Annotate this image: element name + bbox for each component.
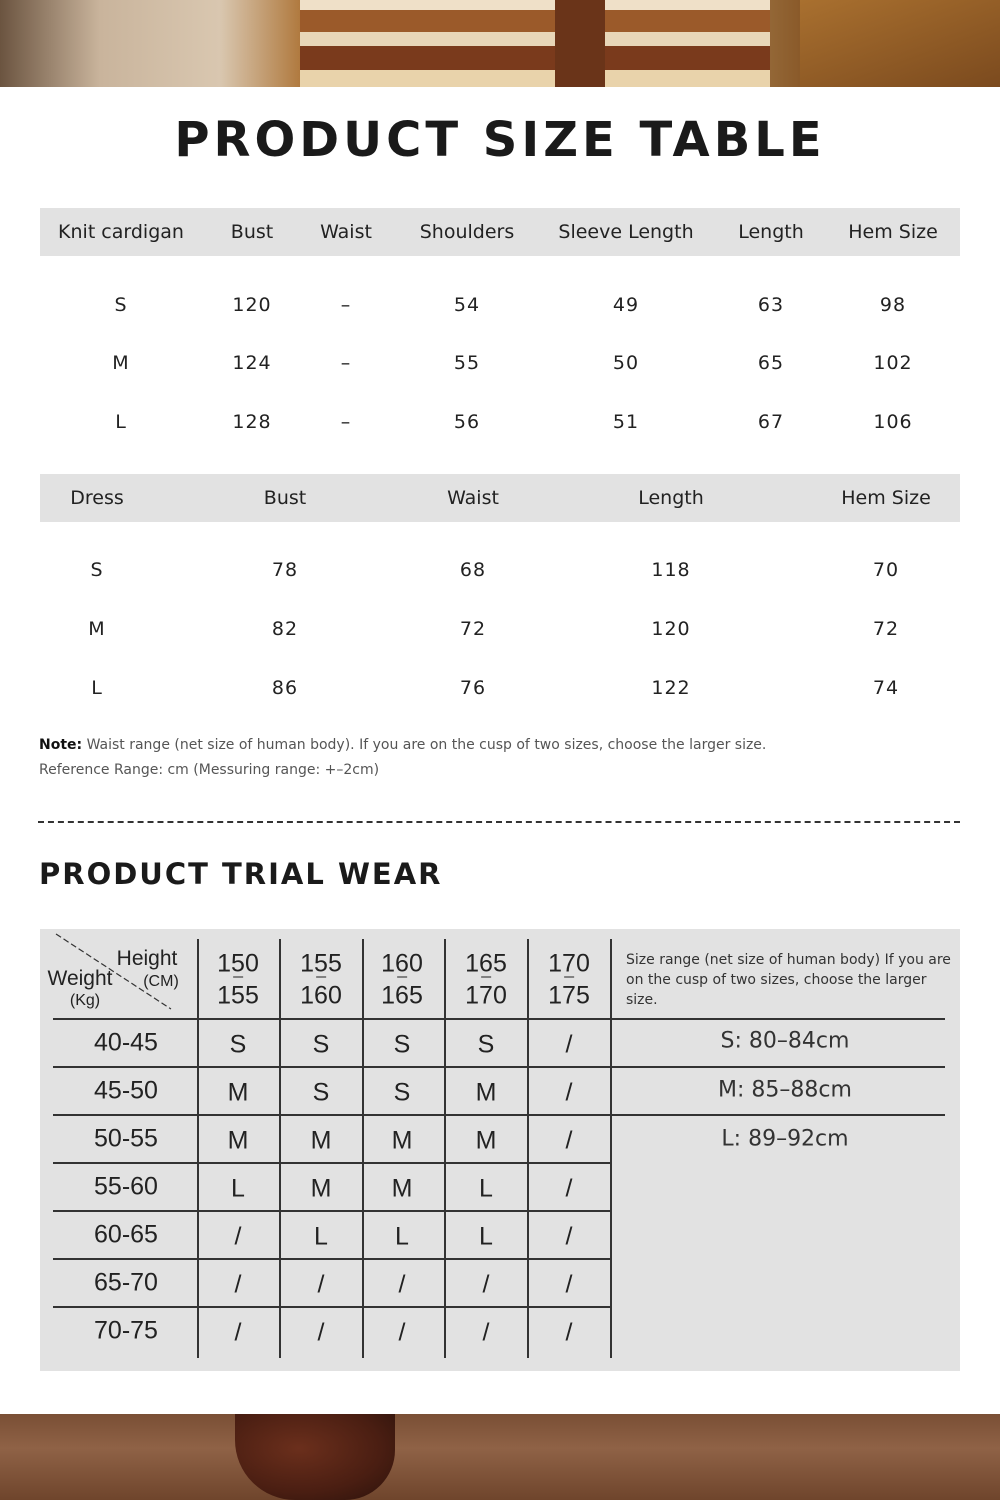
footer-photo (0, 1414, 1000, 1500)
dress-cell: 74 (872, 677, 900, 699)
cardigan-cell: 120 (232, 294, 272, 316)
dress-cell: 122 (651, 677, 691, 699)
grid-line (53, 1162, 610, 1164)
cardigan-cell: 54 (453, 294, 481, 316)
recommended-size-cell: / (482, 1318, 490, 1347)
dress-header-cell: Waist (447, 487, 499, 509)
size-range-value: M: 85–88cm (718, 1077, 852, 1103)
recommended-size-cell: S (229, 1030, 247, 1059)
recommended-size-cell: / (565, 1030, 573, 1059)
recommended-size-cell: M (310, 1174, 332, 1203)
cardigan-header-cell: Waist (320, 221, 372, 243)
recommended-size-cell: L (314, 1222, 328, 1251)
weight-range-label: 50-55 (94, 1124, 158, 1153)
trial-wear-title: PRODUCT TRIAL WEAR (39, 857, 443, 891)
reference-range-note: Reference Range: cm (Messuring range: +–2cm) (39, 762, 380, 778)
corner-kg-label: (Kg) (69, 992, 101, 1009)
dress-row (40, 605, 960, 653)
note-text: Waist range (net size of human body). If you are on the cusp of two sizes, choose the larger size. (82, 737, 767, 753)
cardigan-cell: 98 (879, 294, 907, 316)
height-range-header (381, 946, 423, 1015)
weight-range-label: 40-45 (94, 1028, 158, 1057)
recommended-size-cell: M (391, 1174, 413, 1203)
size-table-title: PRODUCT SIZE TABLE (174, 112, 826, 168)
size-note (39, 737, 766, 753)
cardigan-cell: L (115, 411, 127, 433)
recommended-size-cell: / (482, 1270, 490, 1299)
dress-cell: 118 (651, 559, 691, 581)
recommended-size-cell: / (565, 1174, 573, 1203)
cardigan-cell: 49 (612, 294, 640, 316)
recommended-size-cell: S (312, 1078, 330, 1107)
cardigan-cell: 63 (757, 294, 785, 316)
recommended-size-cell: M (475, 1126, 497, 1155)
height-to: 165 (381, 981, 423, 1010)
dress-cell: 72 (872, 618, 900, 640)
height-from: 160 (381, 949, 423, 978)
corner-height-label: Height (116, 947, 178, 970)
recommended-size-cell: S (393, 1030, 411, 1059)
cardigan-header-cell: Length (738, 221, 804, 243)
dress-cell: M (88, 618, 106, 640)
size-range-value: S: 80–84cm (720, 1028, 850, 1054)
recommended-size-cell: / (398, 1318, 406, 1347)
grid-line (197, 939, 199, 1358)
cardigan-cell: 106 (873, 411, 913, 433)
cardigan-cell: 67 (757, 411, 785, 433)
grid-line (527, 939, 529, 1358)
cardigan-cell: 65 (757, 352, 785, 374)
grid-line (53, 1018, 610, 1020)
recommended-size-cell: M (475, 1078, 497, 1107)
grid-line (53, 1306, 610, 1308)
dress-cell: 68 (459, 559, 487, 581)
recommended-size-cell: S (393, 1078, 411, 1107)
recommended-size-cell: / (565, 1318, 573, 1347)
recommended-size-cell: / (565, 1078, 573, 1107)
recommended-size-cell: / (317, 1318, 325, 1347)
dress-cell: L (91, 677, 103, 699)
weight-range-label: 55-60 (94, 1172, 158, 1201)
cardigan-cell: 51 (612, 411, 640, 433)
section-divider (38, 821, 960, 823)
dress-cell: 72 (459, 618, 487, 640)
dress-cell: 82 (271, 618, 299, 640)
recommended-size-cell: M (227, 1126, 249, 1155)
height-from: 165 (465, 949, 507, 978)
cardigan-cell: S (114, 294, 128, 316)
recommended-size-cell: L (395, 1222, 409, 1251)
dress-cell: 76 (459, 677, 487, 699)
dress-header-cell: Hem Size (841, 487, 931, 509)
recommended-size-cell: L (479, 1174, 493, 1203)
grid-line (610, 939, 612, 1358)
grid-line (362, 939, 364, 1358)
recommended-size-cell: / (398, 1270, 406, 1299)
header-photo (0, 0, 1000, 87)
grid-line (444, 939, 446, 1358)
cardigan-header-cell: Shoulders (419, 221, 515, 243)
recommended-size-cell: / (234, 1222, 242, 1251)
grid-line (53, 1066, 610, 1068)
height-range-header (465, 946, 507, 1015)
recommended-size-cell: / (565, 1222, 573, 1251)
size-range-value: L: 89–92cm (721, 1126, 849, 1152)
grid-line (279, 939, 281, 1358)
grid-line (610, 1018, 945, 1020)
size-range-note: Size range (net size of human body) If you are on the cusp of two sizes, choose the larger size. (626, 952, 951, 1008)
height-range-header (300, 946, 342, 1015)
height-range-header (548, 946, 590, 1015)
cardigan-cell: – (340, 294, 352, 316)
recommended-size-cell: L (231, 1174, 245, 1203)
recommended-size-cell: / (234, 1318, 242, 1347)
grid-line (53, 1258, 610, 1260)
recommended-size-cell: M (227, 1078, 249, 1107)
cardigan-cell: 50 (612, 352, 640, 374)
height-to: 160 (300, 981, 342, 1010)
cardigan-header-cell: Hem Size (848, 221, 938, 243)
cardigan-header-cell: Knit cardigan (58, 221, 184, 243)
weight-range-label: 70-75 (94, 1316, 158, 1345)
grid-line (610, 1066, 945, 1068)
recommended-size-cell: M (391, 1126, 413, 1155)
cardigan-cell: 55 (453, 352, 481, 374)
dress-cell: 120 (651, 618, 691, 640)
dress-header-cell: Bust (263, 487, 307, 509)
recommended-size-cell: S (477, 1030, 495, 1059)
recommended-size-cell: / (565, 1126, 573, 1155)
grid-line (610, 1114, 945, 1116)
weight-range-label: 65-70 (94, 1268, 158, 1297)
dress-row (40, 664, 960, 712)
dress-row (40, 546, 960, 594)
height-to: 175 (548, 981, 590, 1010)
recommended-size-cell: / (234, 1270, 242, 1299)
recommended-size-cell: L (479, 1222, 493, 1251)
cardigan-header-cell: Sleeve Length (558, 221, 694, 243)
height-from: 170 (548, 949, 590, 978)
cardigan-row (40, 339, 960, 387)
height-to: 155 (217, 981, 259, 1010)
height-range-header (217, 946, 259, 1015)
cardigan-cell: – (340, 352, 352, 374)
recommended-size-cell: M (310, 1126, 332, 1155)
recommended-size-cell: S (312, 1030, 330, 1059)
weight-range-label: 45-50 (94, 1076, 158, 1105)
recommended-size-cell: / (317, 1270, 325, 1299)
cardigan-cell: 124 (232, 352, 272, 374)
height-from: 155 (300, 949, 342, 978)
cardigan-cell: – (340, 411, 352, 433)
cardigan-cell: 56 (453, 411, 481, 433)
grid-line (53, 1114, 610, 1116)
dress-header-cell: Dress (70, 487, 124, 509)
grid-line (53, 1210, 610, 1212)
recommended-size-cell: / (565, 1270, 573, 1299)
weight-range-label: 60-65 (94, 1220, 158, 1249)
corner-cm-label: (CM) (143, 973, 179, 990)
cardigan-header-cell: Bust (230, 221, 274, 243)
cardigan-row (40, 281, 960, 329)
cardigan-cell: M (112, 352, 130, 374)
cardigan-header-row (40, 208, 960, 256)
dress-cell: S (90, 559, 104, 581)
cardigan-cell: 102 (873, 352, 913, 374)
dress-header-cell: Length (638, 487, 704, 509)
height-from: 150 (217, 949, 259, 978)
dress-header-row (40, 474, 960, 522)
corner-weight-label: Weight (47, 967, 113, 990)
dress-cell: 86 (271, 677, 299, 699)
height-to: 170 (465, 981, 507, 1010)
cardigan-row (40, 398, 960, 446)
note-label: Note: (39, 737, 83, 753)
cardigan-cell: 128 (232, 411, 272, 433)
dress-cell: 70 (872, 559, 900, 581)
dress-cell: 78 (271, 559, 299, 581)
